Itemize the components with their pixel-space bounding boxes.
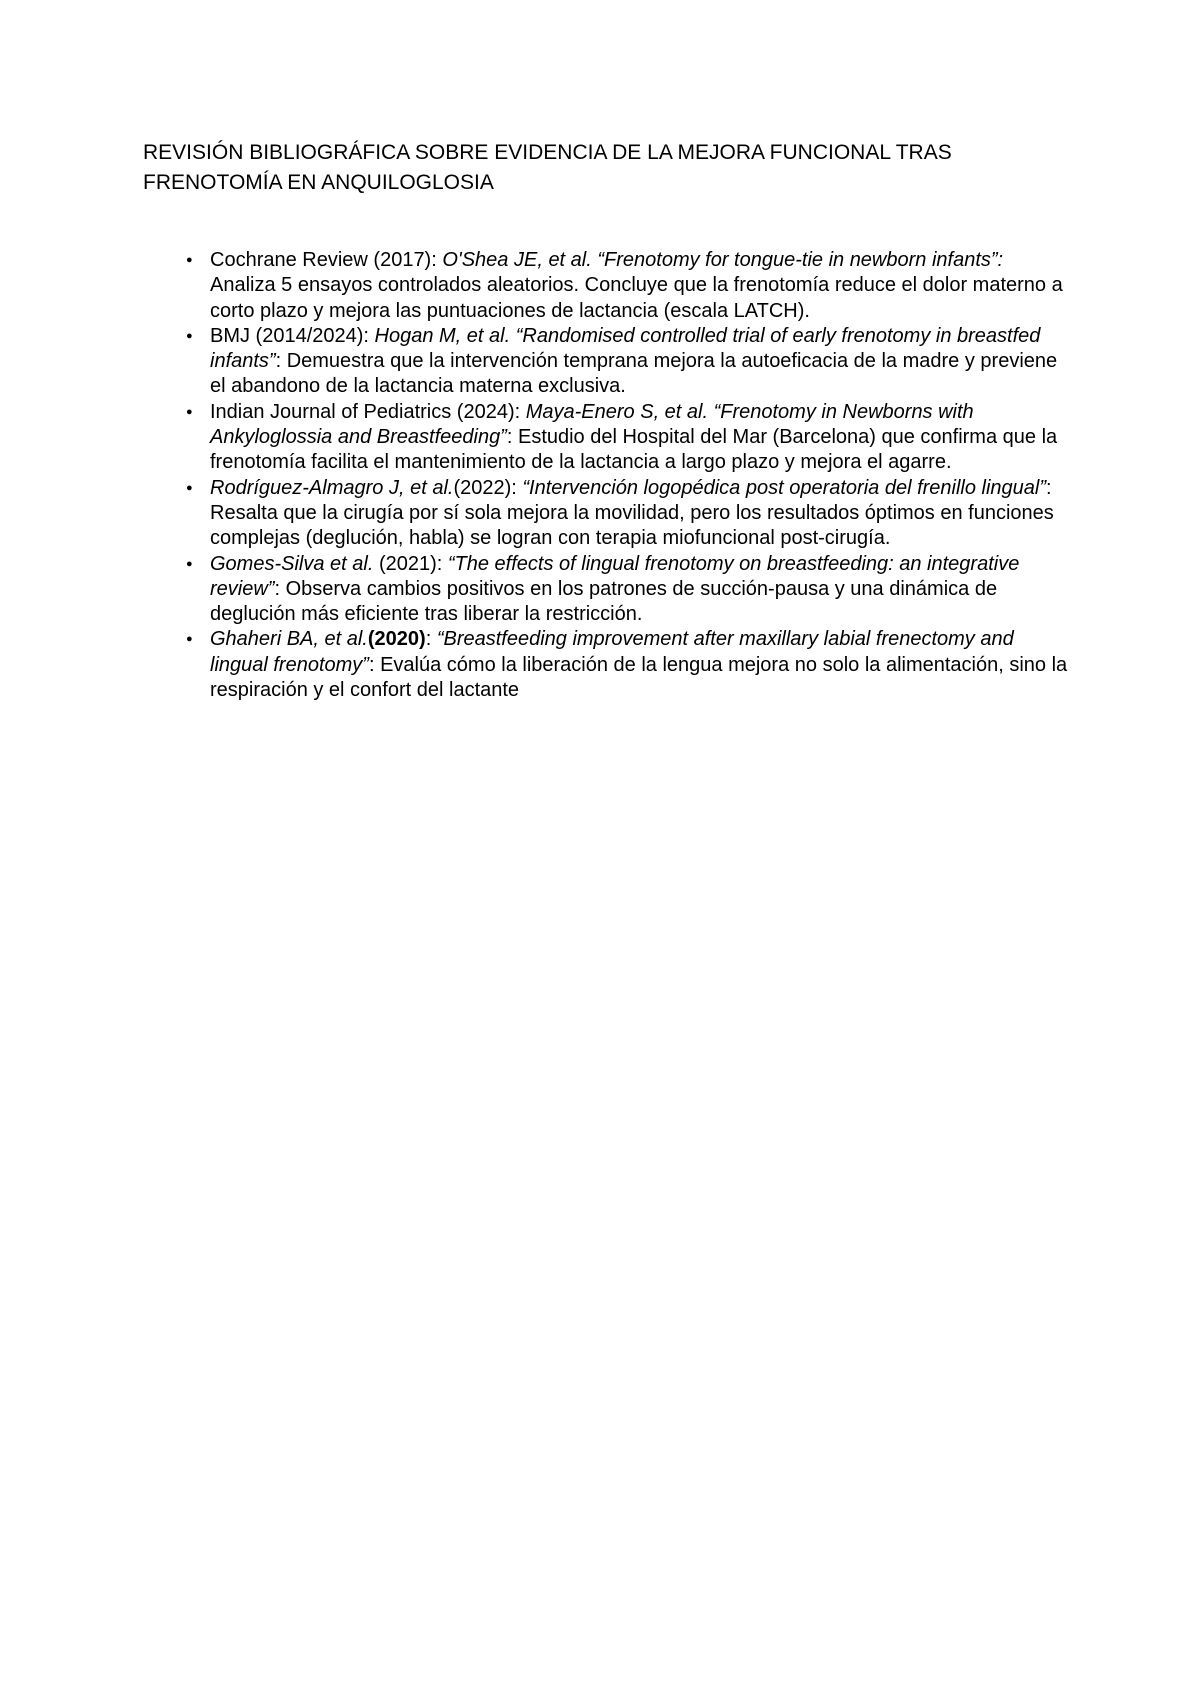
text-segment: (2022): [453,476,523,499]
reference-item [186,552,1073,628]
text-segment: : Evalúa cómo la liberación de la lengua mejora no solo la alimentación, sino la respiración y el confort del lactante [210,653,1073,702]
text-segment: “The effects of lingual frenotomy on breastfeeding: an integrative review” [210,552,1025,600]
text-segment: BMJ (2014/2024): [210,324,375,347]
reference-list [143,248,1073,703]
text-segment: Cochrane Review (2017): [210,249,443,271]
text-segment: “Breastfeeding improvement after maxillary labial frenectomy and lingual frenotomy” [210,628,1020,676]
document-page [143,138,1073,703]
reference-item [186,627,1073,703]
bullet-icon: ● [186,405,193,418]
text-segment: (2020) [367,628,426,651]
text-segment: : Observa cambios positivos en los patrones de succión-pausa y una dinámica de deglución más eficiente tras liberar la restricción. [210,577,1003,626]
reference-item [186,248,1073,324]
text-segment: : Resalta que la cirugía por sí sola mejora la movilidad, pero los resultados óptimos en funciones complejas (deglución, habla) se logran con terapia miofuncional post-cirugía. [210,476,1060,550]
text-segment: Indian Journal of Pediatrics (2024): [210,400,526,423]
reference-item [186,476,1073,552]
text-segment: Maya-Enero S, et al. “Frenotomy in Newborns with Ankyloglossia and Breastfeeding” [210,400,979,449]
text-segment: Gomes-Silva et al. [210,552,374,575]
bullet-icon: ● [186,557,193,570]
text-segment: Analiza 5 ensayos controlados aleatorios. Concluye que la frenotomía reduce el dolor materno a corto plazo y mejora las puntuaciones de lactancia (escala LATCH). [210,249,1069,322]
document-title: REVISIÓN BIBLIOGRÁFICA SOBRE EVIDENCIA DE LA MEJORA FUNCIONAL TRAS FRENOTOMÍA EN ANQUILOGLOSIA [143,141,958,194]
bullet-icon: ● [186,254,193,266]
text-segment: Rodríguez-Almagro J, et al. [210,476,454,499]
bullet-icon: ● [186,481,193,494]
text-segment: : [425,628,437,651]
text-segment: “Intervención logopédica post operatoria del frenillo lingual” [522,476,1047,499]
bullet-icon: ● [186,633,193,646]
reference-item [186,324,1073,400]
text-segment: : Demuestra que la intervención temprana mejora la autoeficacia de la madre y previene el abandono de la lactancia materna exclusiva. [210,350,1063,398]
text-segment: O'Shea JE, et al. “Frenotomy for tongue-tie in newborn infants”: [442,249,1004,271]
bullet-icon: ● [186,329,193,342]
text-segment: : Estudio del Hospital del Mar (Barcelona) que confirma que la frenotomía facilita el mantenimiento de la lactancia a largo plazo y mejora el agarre. [210,426,1063,474]
reference-item [186,400,1073,476]
text-segment: Ghaheri BA, et al. [210,628,368,651]
text-segment: Hogan M, et al. “Randomised controlled trial of early frenotomy in breastfed infants” [210,324,1046,373]
text-segment: (2021): [373,552,448,575]
